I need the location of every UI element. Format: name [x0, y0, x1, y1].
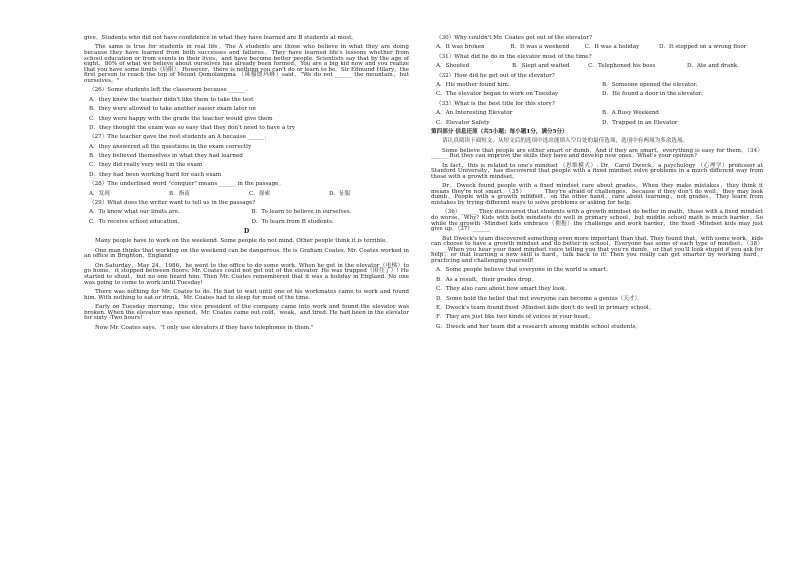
passage-paragraph: Dr。Dweck found people with a fixed mindset care about grades。When they make mistakes，they think it means they're not smart。（35）______ They're afraid of challenges，because if they don't do well，they may look dumb。People with a growth mindset，on the other hand，care about learning，not grades。They learn from mistakes by trying different ways to solve problems or asking for help。	[431, 183, 763, 207]
answer-option-b: B．As a result，their grades drop。	[436, 276, 537, 283]
question-29-option-a: A．To know what our limits are.	[89, 209, 180, 216]
question-26-option-c: C．they were happy with the grade the teacher would give them	[89, 115, 273, 122]
question-27-option-a: A．they answered all the questions in the exam correctly	[89, 143, 252, 150]
question-27-option-d: D．they had been working hard for each exam	[89, 171, 222, 178]
question-27-option-c: C．they did really very well in the exam	[89, 162, 203, 169]
question-26: （26）Some students left the classroom because ______.	[89, 87, 248, 94]
passage-c-paragraph: The same is true for students in real life。The A students are those who believe in what they are doing because they have learned from both successes and failures。They have learned life's lessons whether from school education or from events in their lives，and have become better people. Scientists say that by the age of eight，80% of what we believe about ourselves has already been formed。You are a big kid now and you realize that you have some limits（局限）。However，there is nothing you can't do or learn to be。Sir Edmund Hilary，the first person to reach the top of Mount Qomolangma （珠穆朗玛峰）said，"We do not ______ the mountain，but ourselves。"	[84, 44, 409, 84]
question-32-options-row	[431, 92, 763, 98]
question-33-option-a: A．An Interesting Elevator	[436, 110, 513, 117]
answer-option-f: F．They are just like two kinds of voices in your head。	[436, 314, 594, 321]
question-32: （32）How did he get out of the elevator?	[436, 72, 555, 79]
answer-option-a: A．Some people believe that everyone in the world is smart。	[436, 267, 612, 274]
question-29-options-row	[84, 220, 409, 226]
question-30-option-c: C．It was a holiday	[584, 44, 640, 51]
passage-d-paragraph: On Saturday，May 24，1986，he went to the office to do some work. When he got in the elevator（电梯）to go home，it stopped between floors. Mr. Coates could not get out of the elevator. He was trapped（困住了）! He started to shout，but no one heard him. Then Mr. Coates remembered that it was a holiday in England. No one was going to come to work until Tuesday!	[84, 262, 409, 286]
question-33-option-d: D．Trapped in an Elevator	[602, 119, 678, 126]
question-32-options-row	[431, 83, 763, 89]
passage-c-paragraph: give。Students who did not have confidence in what they have learned are B students at most。	[84, 35, 357, 41]
question-31: （31）What did he do in the elevator most of the time?	[436, 53, 592, 60]
question-28-option-d: D．征服	[329, 190, 351, 197]
question-28-option-b: B．指南	[169, 190, 190, 197]
question-33-option-c: C．Elevator Safety	[436, 119, 490, 126]
question-29-option-d: D．To learn from B students.	[251, 218, 334, 225]
question-32-option-b: B．Someone opened the elevator.	[602, 81, 698, 88]
question-33-options-row	[431, 121, 763, 127]
question-27: （27）The teacher gave the rest students an A because ______.	[89, 134, 267, 141]
question-33-options-row	[431, 111, 763, 117]
question-27-option-b: B．they believed themselves in what they had learned	[89, 153, 243, 160]
question-30-option-d: D．It stopped on a wrong floor	[658, 44, 747, 51]
answer-option-c: C．They also care about how smart they look。	[436, 286, 571, 293]
question-28-options	[84, 192, 409, 198]
passage-paragraph: But Dweck's team discovered something even more important than that. They found that，with some work，kids can choose to have a growth mindset and do better in school。Everyone has some of each type of mindset。（38）______When you hear your fixed mindset voice telling you that you're dumb，or that you'll look stupid if you ask for help，or that learning a new skill is hard，talk back to it! Then you really can get smarter by working hard，practicing and challenging yourself!	[431, 235, 763, 264]
question-32-option-a: A．His mother found him.	[436, 81, 510, 88]
right-column	[431, 36, 763, 334]
section-4-instruction: 请认真阅读下面短文，从短文后的选项中选出能填入空白处的最佳选项，选项中有两项为多余选项。	[442, 138, 689, 145]
question-31-option-b: B．Slept and waited	[512, 63, 570, 70]
answer-option-e: E．Dweck's team found fixed -Mindset kids don't do well in primary school。	[436, 304, 655, 311]
question-32-option-d: D．He found a door in the elevator.	[602, 91, 703, 98]
question-26-option-a: A．they knew the teacher didn't like them to take the test	[89, 96, 254, 103]
question-29-option-b: B．To learn to believe in ourselves.	[251, 209, 352, 216]
question-31-option-c: C．Telephoned his boss	[588, 63, 656, 70]
question-28-option-c: C．探索	[249, 190, 271, 197]
section-4-heading: 第四部分 信息还原（共5小题；每小题1分，满分5分）	[431, 128, 568, 135]
passage-paragraph: （36）______ They discovered that students with a growth mindset do better in math，those with a fixed mindset do worse。Why? Kids with both mindsets do well in primary school，but middle school math is much harder。So while the growth -Mindset kids embrace（拥抱）the challenge and work harder，the fixed -Mindset kids may just give up。（37）______	[431, 209, 763, 233]
question-30-options	[431, 45, 763, 51]
answer-option-d: D．Some hold the belief that not everyone can become a genius（天才）。	[436, 295, 643, 302]
left-column	[84, 36, 409, 335]
question-31-option-d: D．Ate and drank.	[686, 63, 739, 70]
question-31-options	[431, 64, 763, 70]
passage-d-paragraph: One man thinks that working on the weekend can be dangerous. He is Graham Coates. Mr. Coates worked in an office in Brighton，England	[84, 247, 409, 260]
passage-d-paragraph: Early on Tuesday morning，the vice president of the company came into work and found the elevator was broken. When the elevator was opened，Mr. Coates came out cold，weak，and tired. He had been in the elevator for sixty -Two hours!	[84, 303, 409, 322]
passage-d-paragraph: There was nothing for Mr. Coates to do. He had to wait until one of his workmates came to work and found him. With nothing to eat or drink，Mr. Coates had to sleep for most of the time.	[84, 288, 409, 301]
question-30: （30）Why couldn't Mr. Coates get out of the elevator?	[436, 35, 593, 41]
question-33-option-b: B．A Busy Weekend	[602, 110, 659, 117]
section-d-heading: D	[243, 228, 250, 236]
passage-d-paragraph: Now Mr. Coates says，"I only use elevators if they have telephones in them."	[95, 324, 314, 331]
passage-d-paragraph: Many people have to work on the weekend. Some people do not mind. Other people think it is terrible.	[95, 238, 388, 245]
question-29-options-row	[84, 210, 409, 216]
question-33: （33）What is the best title for this story?	[436, 100, 555, 107]
passage-paragraph: In fact，this is related to one's mindset （思维模式）. Dr。Carol Dweck，a psychology （心理学）professor at Stanford University，has discovered that people with a fixed mindset solve problems in a much different way from those with a growth mindset。	[431, 162, 763, 180]
passage-paragraph: Some believe that people are either smart or dumb，And if they are smart，everything is easy for them。（34）______ But they can improve the skills they have and develop new ones。What's your opinion?	[431, 147, 763, 160]
question-30-option-b: B．It was a weekend	[510, 44, 570, 51]
question-29: （29）What does the writer want to tell us in the passage?	[89, 200, 256, 207]
question-26-option-b: B．they were allowed to take another easier exam later on	[89, 106, 256, 113]
question-31-option-a: A．Shouted	[436, 63, 470, 70]
question-28: （28）The underlined word "conquer" means ______ in the passage。	[89, 181, 285, 188]
question-29-option-c: C．To receive school education.	[89, 218, 180, 225]
question-32-option-c: C．The elevator began to work on Tuesday	[436, 91, 559, 98]
question-30-option-a: A．It was broken	[436, 44, 485, 51]
answer-option-g: G．Dweck and her team did a research among middle school students。	[436, 323, 642, 330]
question-28-option-a: A．发现	[89, 190, 110, 197]
question-26-option-d: D．they thought the exam was so easy that they don't need to have a try	[89, 124, 296, 131]
